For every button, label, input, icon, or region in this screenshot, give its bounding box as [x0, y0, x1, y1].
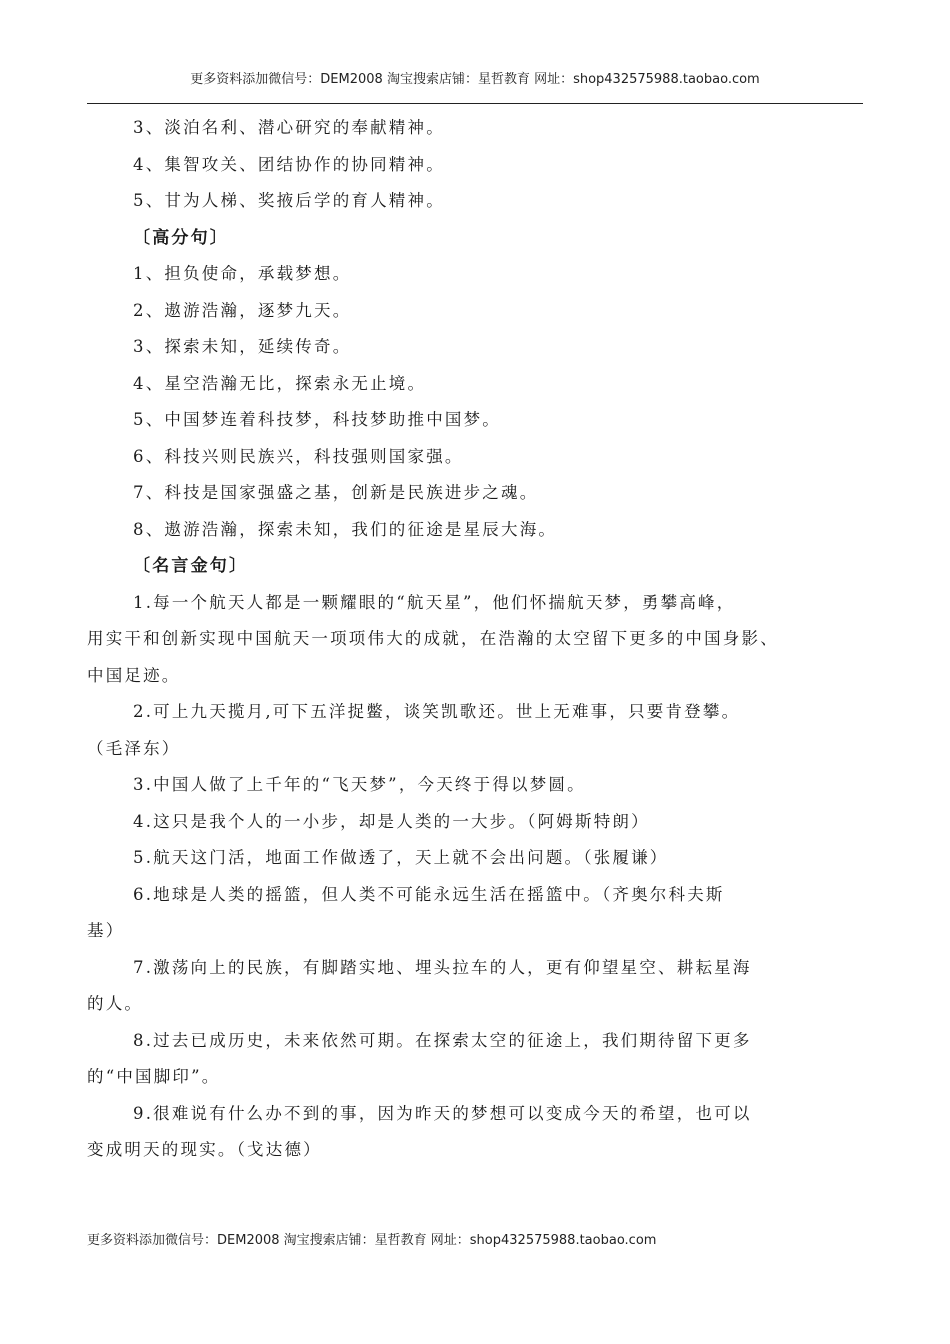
high-score-item: 2、遨游浩瀚，逐梦九天。 — [133, 300, 352, 320]
page-header: 更多资料添加微信号：DEM2008 淘宝搜索店铺：星哲教育 网址：shop432575988.taobao.com — [190, 72, 760, 87]
quote-line: 用实干和创新实现中国航天一项项伟大的成就，在浩瀚的太空留下更多的中国身影、 — [87, 629, 779, 648]
spirit-item: 3、淡泊名利、潜心研究的奉献精神。 — [133, 118, 445, 137]
high-score-item: 5、中国梦连着科技梦，科技梦助推中国梦。 — [133, 410, 501, 429]
quote-line: 7.激荡向上的民族，有脚踏实地、埋头拉车的人，更有仰望星空、耕耘星海 — [133, 957, 752, 977]
quote-line: 中国足迹。 — [87, 665, 181, 685]
high-score-item: 7、科技是国家强盛之基，创新是民族进步之魂。 — [133, 483, 539, 502]
quote-line: 3.中国人做了上千年的“飞天梦”，今天终于得以梦圆。 — [133, 775, 586, 794]
quote-line: 6.地球是人类的摇篮，但人类不可能永远生活在摇篮中。（齐奥尔科夫斯 — [133, 884, 725, 904]
quote-line: 的“中国脚印”。 — [87, 1067, 221, 1086]
page-footer: 更多资料添加微信号：DEM2008 淘宝搜索店铺：星哲教育 网址：shop432575988.taobao.com — [87, 1233, 657, 1248]
quote-line: 的人。 — [87, 994, 144, 1013]
quote-line: 变成明天的现实。（戈达德） — [87, 1140, 322, 1159]
quote-line: （毛泽东） — [87, 738, 181, 758]
high-score-item: 4、星空浩瀚无比，探索永无止境。 — [133, 373, 427, 393]
quote-line: 4.这只是我个人的一小步，却是人类的一大步。（阿姆斯特朗） — [133, 811, 650, 831]
quote-line: 基） — [87, 921, 125, 940]
quote-line: 1.每一个航天人都是一颗耀眼的“航天星”，他们怀揣航天梦，勇攀高峰， — [133, 592, 736, 612]
quote-line: 2.可上九天揽月,可下五洋捉鳖，谈笑凯歌还。世上无难事，只要肯登攀。 — [133, 702, 741, 721]
high-score-item: 6、科技兴则民族兴，科技强则国家强。 — [133, 446, 464, 466]
spirit-item: 4、集智攻关、团结协作的协同精神。 — [133, 154, 445, 174]
high-score-item: 3、探索未知，延续传奇。 — [133, 337, 352, 356]
document-body — [87, 110, 863, 1169]
high-score-item: 1、担负使命，承载梦想。 — [133, 264, 352, 283]
quote-line: 8.过去已成历史，未来依然可期。在探索太空的征途上，我们期待留下更多 — [133, 1030, 752, 1050]
spirit-item: 5、甘为人梯、奖掖后学的育人精神。 — [133, 191, 445, 210]
high-score-item: 8、遨游浩瀚，探索未知，我们的征途是星辰大海。 — [133, 519, 558, 539]
quote-line: 5.航天这门活，地面工作做透了，天上就不会出问题。（张履谦） — [133, 848, 669, 867]
header-divider — [87, 103, 863, 104]
section-heading-quotes: 〔名言金句〕 — [133, 556, 249, 576]
quote-line: 9.很难说有什么办不到的事，因为昨天的梦想可以变成今天的希望，也可以 — [133, 1103, 752, 1123]
section-heading-high-score: 〔高分句〕 — [133, 227, 229, 248]
